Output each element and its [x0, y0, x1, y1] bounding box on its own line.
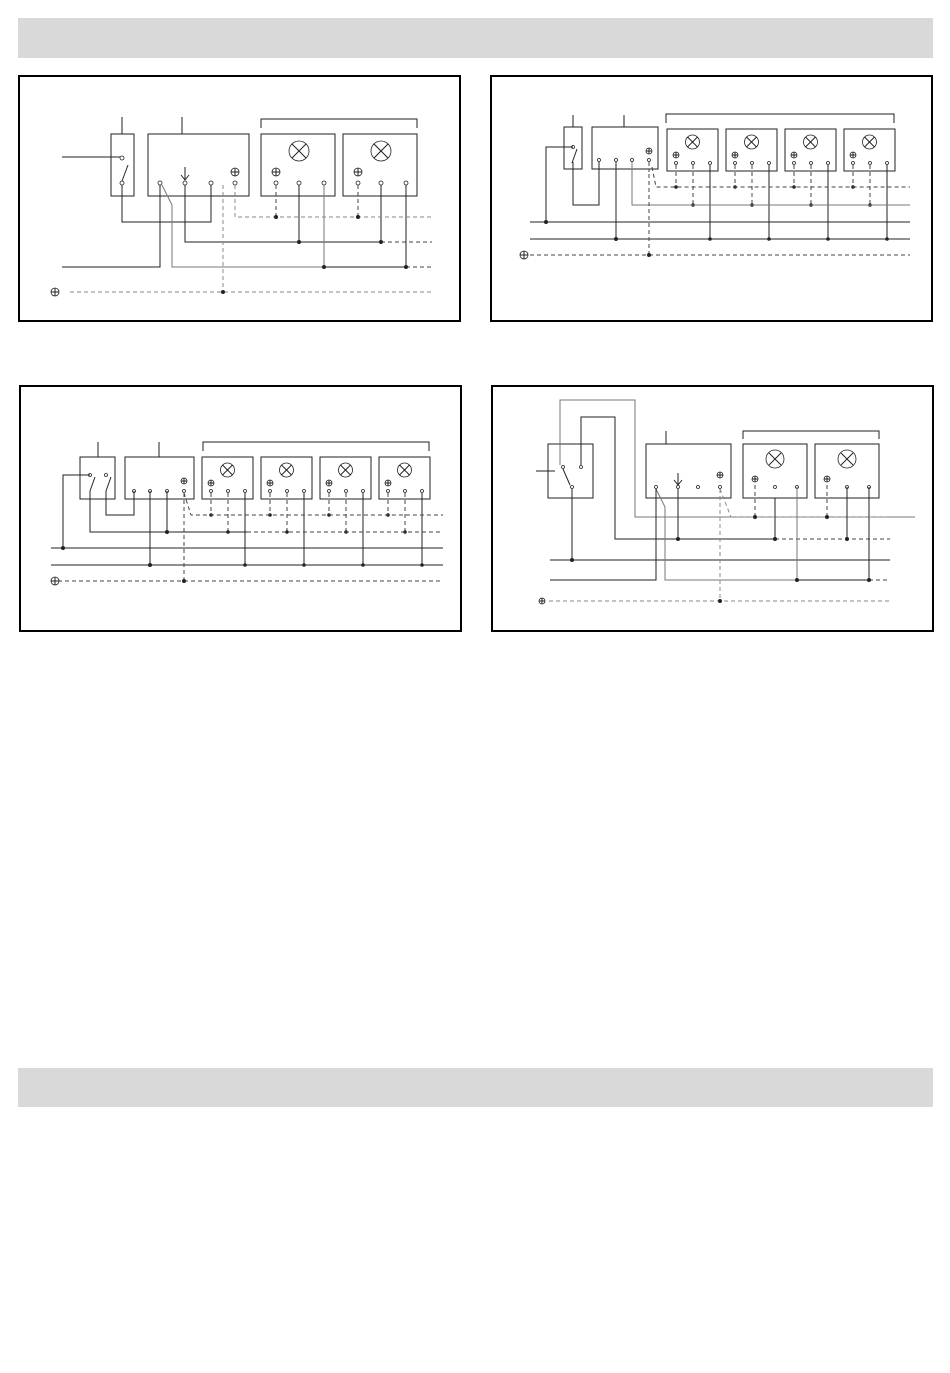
earth-ground-icon — [520, 251, 528, 259]
earth-ground-icon — [326, 480, 332, 486]
luminaire-group-bracket — [666, 114, 894, 123]
header-bar-top — [18, 18, 933, 58]
earth-ground-icon — [51, 577, 59, 585]
earth-ground-icon — [354, 168, 362, 176]
earth-ground-icon — [385, 480, 391, 486]
header-bar-bottom — [18, 1068, 933, 1107]
earth-ground-icon — [673, 152, 679, 158]
earth-ground-icon — [539, 598, 545, 604]
lamp-cross-icon — [686, 135, 700, 149]
wiring-diagram-2-svg — [492, 77, 931, 320]
earth-ground-icon — [791, 152, 797, 158]
lamp-cross-icon — [863, 135, 877, 149]
earth-ground-icon — [850, 152, 856, 158]
lamp-cross-icon — [371, 141, 391, 161]
earth-ground-icon — [824, 476, 830, 482]
luminaire-group-bracket — [261, 119, 417, 128]
wiring-diagram-4 — [491, 385, 934, 632]
wiring-diagram-1-svg — [20, 77, 459, 320]
earth-ground-icon — [208, 480, 214, 486]
lamp-cross-icon — [289, 141, 309, 161]
earth-ground-icon — [267, 480, 273, 486]
lamp-cross-icon — [280, 463, 294, 477]
luminaire-group-bracket — [203, 442, 429, 451]
earth-ground-icon — [752, 476, 758, 482]
lamp-cross-icon — [221, 463, 235, 477]
lamp-cross-icon — [398, 463, 412, 477]
luminaire-group-bracket — [743, 431, 879, 439]
wiring-diagram-1 — [18, 75, 461, 322]
switch-icon — [571, 486, 574, 489]
earth-ground-icon — [717, 472, 723, 478]
earth-ground-icon — [272, 168, 280, 176]
earth-ground-icon — [51, 288, 59, 296]
lamp-cross-icon — [745, 135, 759, 149]
wiring-diagram-2 — [490, 75, 933, 322]
earth-ground-icon — [646, 148, 652, 154]
lamp-cross-icon — [766, 450, 784, 468]
lamp-cross-icon — [804, 135, 818, 149]
earth-ground-icon — [181, 478, 187, 484]
earth-ground-icon — [732, 152, 738, 158]
lamp-cross-icon — [838, 450, 856, 468]
lamp-cross-icon — [339, 463, 353, 477]
earth-ground-icon — [231, 168, 239, 176]
wiring-diagram-3 — [19, 385, 462, 632]
control-box — [646, 444, 731, 498]
switch-box — [80, 457, 115, 499]
wiring-diagram-4-svg — [493, 387, 932, 630]
switch-icon — [120, 156, 124, 160]
wiring-diagram-3-svg — [21, 387, 460, 630]
